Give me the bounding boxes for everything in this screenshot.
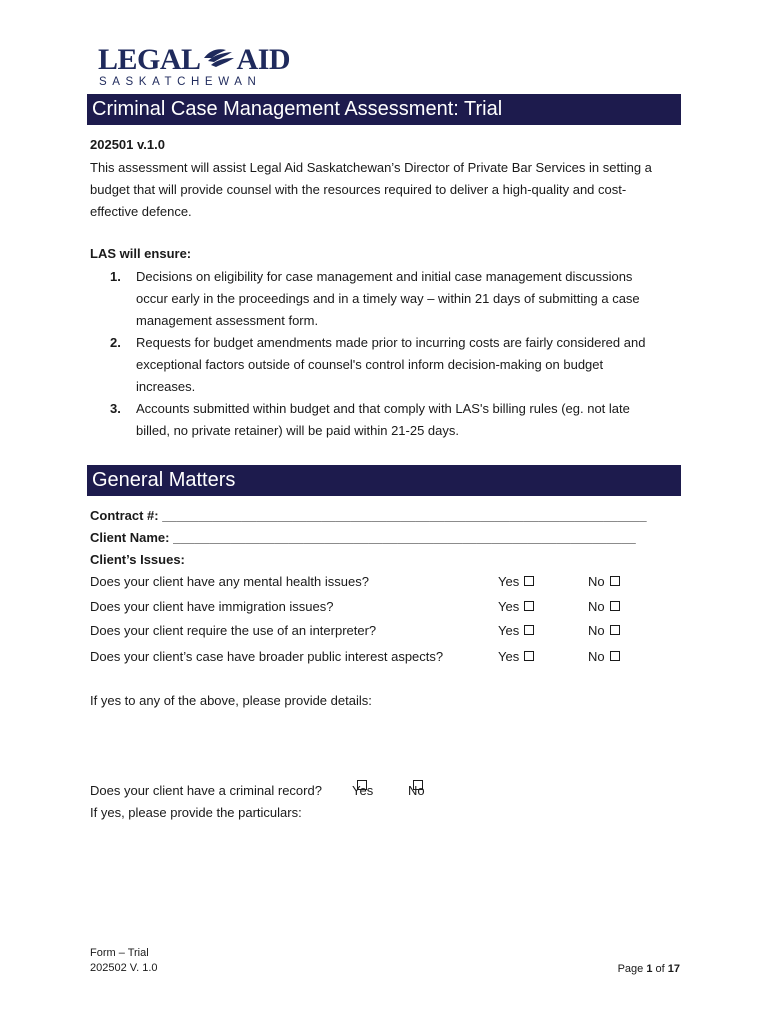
yes-label: Yes (498, 649, 520, 664)
criminal-record-question: Does your client have a criminal record? (90, 783, 322, 798)
logo-word-left: LEGAL (98, 43, 201, 76)
particulars-prompt: If yes, please provide the particulars: (90, 805, 302, 820)
question-row (90, 645, 650, 669)
page-title: Criminal Case Management Assessment: Trial (87, 94, 681, 125)
checkbox-icon[interactable] (524, 625, 534, 635)
form-version: 202501 v.1.0 (90, 137, 165, 152)
list-item (90, 266, 690, 332)
question-text: Does your client require the use of an interpreter? (90, 623, 377, 638)
list-line: increases. (136, 379, 196, 394)
page-prefix: Page (617, 963, 647, 975)
section-header-general-matters: General Matters (87, 465, 681, 496)
list-line: Decisions on eligibility for case management and initial case management discussions (136, 269, 633, 284)
intro-paragraph (90, 157, 680, 223)
yes-checkbox[interactable] (498, 645, 534, 669)
logo-subtitle: SASKATCHEWAN (99, 76, 262, 88)
list-item (90, 398, 690, 442)
no-checkbox[interactable] (588, 570, 620, 594)
checkbox-icon[interactable] (524, 576, 534, 586)
total-pages: 17 (667, 963, 680, 975)
question-text: Does your client have any mental health issues? (90, 574, 369, 589)
footer-form-name: Form – Trial (90, 947, 149, 959)
contract-number-field[interactable]: Contract #: ___________________________________________________________________ (90, 508, 647, 523)
no-checkbox[interactable] (588, 619, 620, 643)
checkbox-icon[interactable] (610, 576, 620, 586)
question-row (90, 619, 650, 643)
question-text: Does your client’s case have broader public interest aspects? (90, 649, 444, 664)
checkbox-icon[interactable] (413, 780, 423, 790)
checkbox-icon[interactable] (610, 625, 620, 635)
checkbox-icon[interactable] (524, 601, 534, 611)
yes-checkbox[interactable] (498, 570, 534, 594)
no-label: No (588, 599, 605, 614)
list-line: exceptional factors outside of counsel's control inform decision-making on budget (136, 357, 604, 372)
no-checkbox[interactable] (588, 645, 620, 669)
yes-label: Yes (498, 574, 520, 589)
ensure-heading: LAS will ensure: (90, 246, 192, 261)
intro-line: budget that will provide counsel with the resources required to deliver a high-quality and cost- (90, 182, 627, 197)
yes-label: Yes (498, 623, 520, 638)
list-number: 1. (110, 269, 121, 284)
client-issues-label: Client’s Issues: (90, 552, 185, 567)
page-number (618, 962, 680, 977)
client-name-field[interactable]: Client Name: ________________________________________________________________ (90, 530, 636, 545)
logo-wordmark (98, 44, 290, 76)
question-row (90, 570, 650, 594)
checkbox-icon[interactable] (357, 780, 367, 790)
footer-form-info (90, 946, 158, 976)
no-checkbox[interactable] (588, 595, 620, 619)
footer-form-version: 202502 V. 1.0 (90, 962, 158, 974)
page-mid: of (652, 963, 668, 975)
intro-line: effective defence. (90, 204, 192, 219)
criminal-record-row (90, 780, 490, 802)
details-prompt: If yes to any of the above, please provide details: (90, 693, 372, 708)
bird-logo-icon (202, 44, 236, 74)
list-item (90, 332, 690, 398)
no-label: No (588, 649, 605, 664)
checkbox-icon[interactable] (610, 601, 620, 611)
no-label: No (588, 623, 605, 638)
list-line: Accounts submitted within budget and that comply with LAS's billing rules (eg. not late (136, 401, 630, 416)
list-line: Requests for budget amendments made prior to incurring costs are fairly considered and (136, 335, 646, 350)
list-number: 2. (110, 335, 121, 350)
list-line: management assessment form. (136, 313, 319, 328)
yes-checkbox[interactable] (498, 619, 534, 643)
yes-label: Yes (352, 783, 374, 798)
checkbox-icon[interactable] (610, 651, 620, 661)
question-row (90, 595, 650, 619)
checkbox-icon[interactable] (524, 651, 534, 661)
current-page: 1 (646, 963, 653, 975)
list-number: 3. (110, 401, 121, 416)
intro-line: This assessment will assist Legal Aid Saskatchewan’s Director of Private Bar Services in setting a (90, 160, 652, 175)
logo-word-right: AID (236, 43, 291, 76)
no-label: No (408, 783, 425, 798)
yes-label: Yes (498, 599, 520, 614)
ensure-list (90, 266, 690, 442)
yes-checkbox[interactable] (498, 595, 534, 619)
no-label: No (588, 574, 605, 589)
list-line: billed, no private retainer) will be paid within 21-25 days. (136, 423, 460, 438)
question-text: Does your client have immigration issues? (90, 599, 334, 614)
legal-aid-logo (96, 43, 291, 92)
list-line: occur early in the proceedings and in a timely way – within 21 days of submitting a case (136, 291, 640, 306)
